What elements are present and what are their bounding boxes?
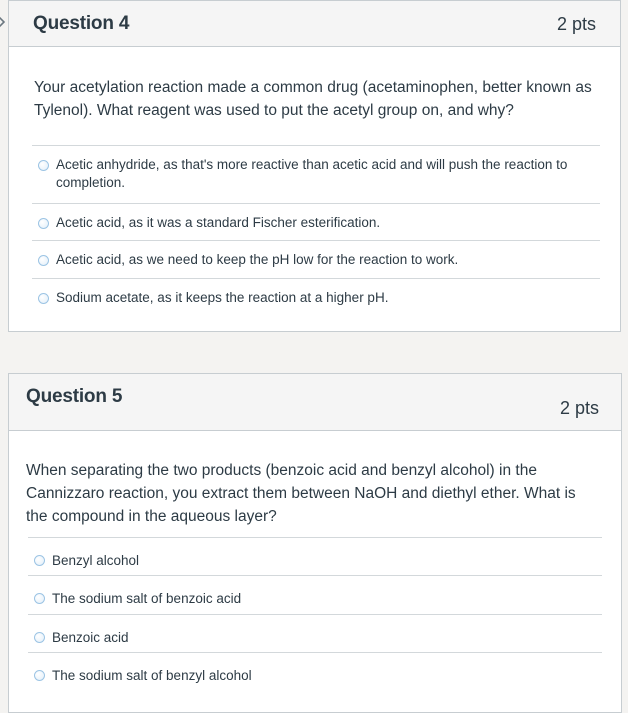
radio-unselected-icon[interactable]	[34, 593, 45, 604]
chevron-right-icon[interactable]	[0, 12, 8, 32]
answer-label: Acetic acid, as we need to keep the pH low for the reaction to work.	[56, 252, 459, 267]
answer-label: Acetic anhydride, as that's more reactive than acetic acid and will push the reaction to completion.	[56, 157, 568, 190]
radio-unselected-icon[interactable]	[38, 255, 49, 266]
question-5-header	[9, 374, 621, 431]
question-4-answers	[32, 145, 600, 318]
radio-unselected-icon[interactable]	[34, 670, 45, 681]
answer-label: Sodium acetate, as it keeps the reaction at a higher pH.	[56, 290, 389, 305]
answer-option[interactable]	[32, 278, 600, 318]
answer-label: Benzoic acid	[52, 630, 129, 645]
radio-unselected-icon[interactable]	[34, 555, 45, 566]
question-5-answers	[28, 537, 602, 692]
radio-unselected-icon[interactable]	[38, 293, 49, 304]
answer-label: The sodium salt of benzoic acid	[52, 591, 242, 606]
answer-option[interactable]	[28, 575, 602, 614]
answer-label: The sodium salt of benzyl alcohol	[52, 668, 252, 683]
question-4-header	[9, 1, 620, 47]
answer-option[interactable]	[32, 203, 600, 240]
question-5-title: Question 5	[26, 386, 123, 407]
answer-option[interactable]	[28, 537, 602, 575]
question-5-points: 2 pts	[559, 398, 599, 418]
question-5-card	[8, 373, 622, 713]
question-4-points: 2 pts	[556, 14, 596, 34]
answer-option[interactable]	[32, 240, 600, 278]
question-5-text: When separating the two products (benzoic acid and benzyl alcohol) in the Cannizzaro reaction, you extract them between NaOH and diethyl ether. What is the compound in the aqueous layer?	[26, 462, 576, 525]
answer-option[interactable]	[28, 652, 602, 692]
question-4-text: Your acetylation reaction made a common drug (acetaminophen, better known as Tylenol). What reagent was used to put the acetyl group on, and why?	[34, 79, 592, 119]
question-4-card	[8, 0, 621, 332]
answer-option[interactable]	[32, 145, 600, 203]
answer-label: Acetic acid, as it was a standard Fischer esterification.	[56, 215, 381, 230]
answer-label: Benzyl alcohol	[52, 553, 140, 568]
question-4-title: Question 4	[33, 13, 130, 34]
answer-option[interactable]	[28, 614, 602, 652]
radio-unselected-icon[interactable]	[34, 632, 45, 643]
radio-unselected-icon[interactable]	[38, 160, 49, 171]
radio-unselected-icon[interactable]	[38, 218, 49, 229]
